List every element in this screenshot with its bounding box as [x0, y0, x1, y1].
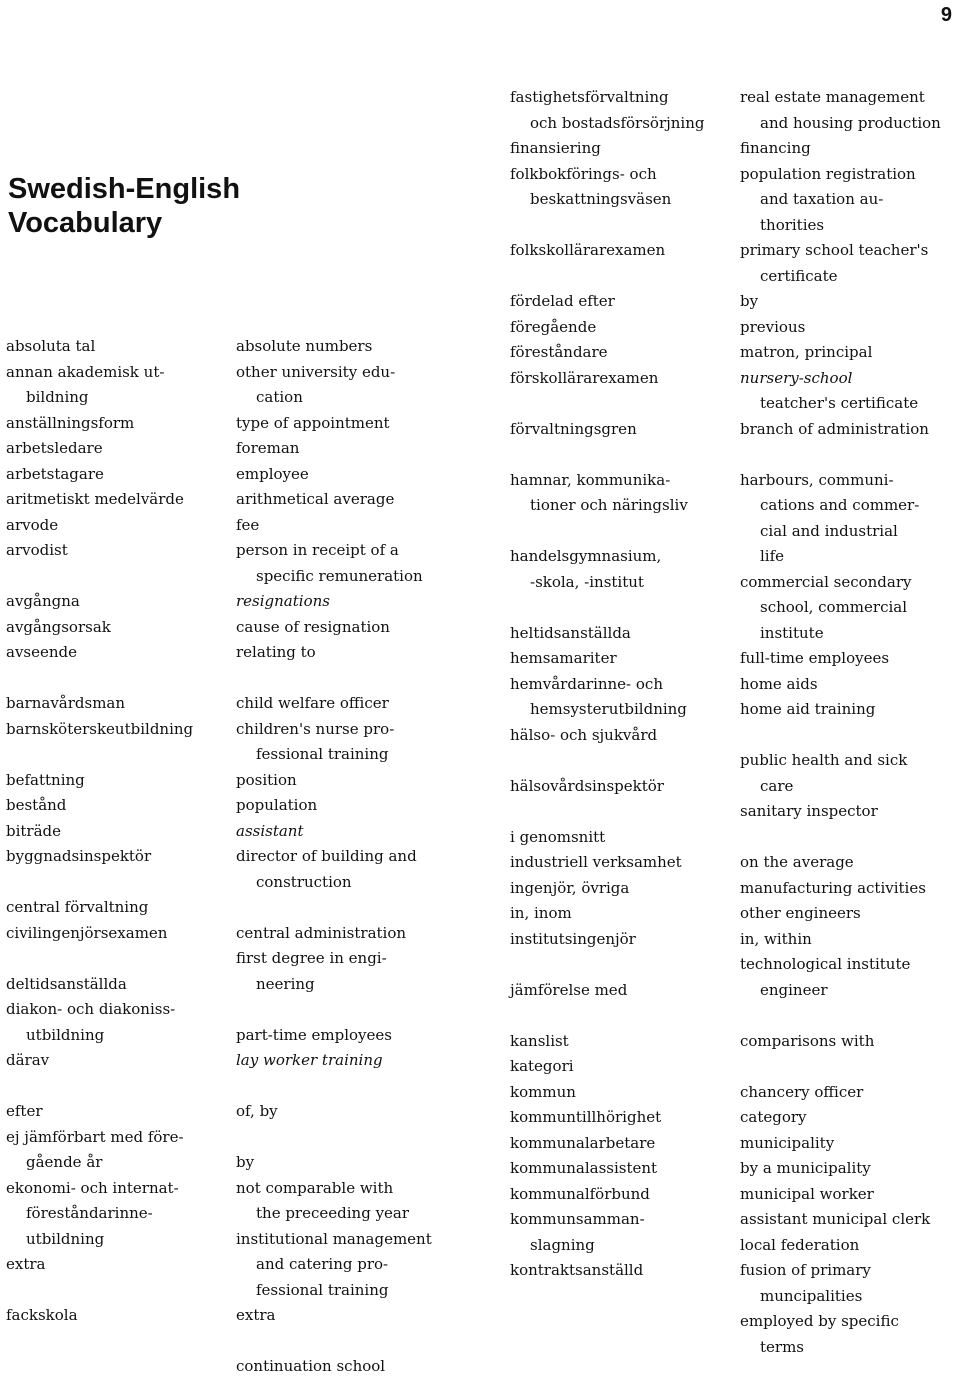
vocab-term: i genomsnitt: [510, 827, 606, 846]
swedish-terms-column-left: [6, 334, 193, 1329]
vocab-entry: [236, 615, 432, 641]
vocab-term: relating to: [236, 643, 316, 661]
vocab-entry: [740, 238, 941, 289]
vocab-term-continuation: and taxation au-: [760, 190, 884, 208]
vocab-entry: [6, 615, 193, 641]
vocab-entry: [740, 1029, 941, 1055]
vocab-term-continuation: school, commercial: [760, 598, 908, 616]
vocab-term: ingenjör, övriga: [510, 878, 630, 897]
vocab-term: public health and sick: [740, 751, 908, 769]
page-title: [8, 172, 308, 240]
vocab-entry: [740, 570, 941, 647]
vocab-entry: [740, 340, 941, 366]
vocab-entry: [236, 844, 432, 895]
vocab-term: branch of administration: [740, 419, 929, 438]
vocab-term-continuation: hemsysterutbildning: [530, 700, 687, 718]
vocab-term: därav: [6, 1051, 50, 1069]
vocab-entry: [740, 366, 941, 417]
vocab-term-continuation: construction: [256, 872, 352, 891]
vocab-entry: [510, 1182, 705, 1208]
vocab-term: deltidsanställda: [6, 974, 127, 993]
vocab-term: sanitary inspector: [740, 802, 878, 820]
vocab-term-continuation: tioner och näringsliv: [530, 496, 688, 514]
vocab-term: jämförelse med: [510, 980, 628, 999]
vocab-term-continuation: slagning: [530, 1235, 595, 1254]
vocab-entry: [6, 793, 193, 819]
vocab-entry: [236, 360, 432, 411]
vocab-term: assistant municipal clerk: [740, 1210, 931, 1228]
vocab-entry: [6, 462, 193, 488]
vocab-term: category: [740, 1108, 807, 1126]
vocab-entry: [236, 1023, 432, 1049]
vocab-entry: [236, 334, 432, 360]
vocab-term: resignations: [236, 592, 330, 610]
vocab-entry: [510, 1156, 705, 1182]
vocab-entry: [236, 819, 432, 845]
vocab-entry: [510, 825, 705, 851]
vocab-term: arvode: [6, 515, 59, 534]
vocab-entry: [236, 538, 432, 589]
vocab-term: barnavårdsman: [6, 694, 126, 712]
vocab-entry: [740, 850, 941, 876]
vocab-term: förvaltningsgren: [510, 419, 637, 438]
vocab-term: kontraktsanställd: [510, 1261, 644, 1279]
vocab-entry: [740, 1258, 941, 1309]
vocab-term: kommunsamman-: [510, 1210, 645, 1228]
vocab-term: in, within: [740, 929, 812, 948]
vocab-entry: [6, 1099, 193, 1125]
vocab-entry: [740, 417, 941, 443]
vocab-entry: [740, 315, 941, 341]
vocab-term: kommunalförbund: [510, 1184, 650, 1203]
vocab-term-continuation: neering: [256, 974, 315, 993]
vocab-entry: [236, 487, 432, 513]
vocab-term: home aid training: [740, 700, 876, 718]
vocab-term: foreman: [236, 439, 300, 457]
vocab-entry: [510, 315, 705, 341]
vocab-entry: [6, 513, 193, 539]
vocab-entry: [740, 1080, 941, 1106]
vocab-term-continuation: terms: [760, 1337, 804, 1356]
vocab-term: aritmetiskt medelvärde: [6, 490, 184, 508]
vocab-term: central förvaltning: [6, 898, 149, 916]
vocab-term: not comparable with: [236, 1178, 394, 1197]
vocab-term-continuation: utbildning: [26, 1229, 105, 1248]
vocab-term-continuation: care: [760, 776, 794, 795]
vocab-entry: [6, 1303, 193, 1329]
vocab-term: handelsgymnasium,: [510, 547, 662, 565]
vocab-term: efter: [6, 1102, 43, 1120]
vocab-term: industriell verksamhet: [510, 853, 682, 871]
vocab-term: manufacturing activities: [740, 878, 926, 897]
vocab-entry: [740, 1182, 941, 1208]
vocab-term: other engineers: [740, 904, 861, 922]
vocab-entry: [236, 691, 432, 717]
vocab-entry: [236, 411, 432, 437]
vocab-entry: [236, 589, 432, 615]
vocab-entry: [740, 927, 941, 953]
vocab-entry: [6, 921, 193, 947]
vocab-entry: [740, 1233, 941, 1259]
vocab-entry: [740, 85, 941, 136]
swedish-terms-column-right: [510, 85, 705, 1284]
vocab-entry: [236, 1227, 432, 1304]
vocab-term: financing: [740, 139, 811, 157]
vocab-entry: [6, 1125, 193, 1176]
vocab-entry: [740, 672, 941, 698]
vocab-entry: [740, 748, 941, 799]
vocab-term: full-time employees: [740, 649, 890, 667]
vocab-entry: [510, 417, 705, 443]
vocab-term: kanslist: [510, 1031, 569, 1050]
vocab-term: avgångna: [6, 592, 80, 610]
english-terms-column-left: [236, 334, 432, 1380]
vocab-term: hemsamariter: [510, 649, 617, 667]
vocab-term: folkbokförings- och: [510, 164, 657, 183]
vocab-term: byggnadsinspektör: [6, 847, 152, 865]
vocab-entry: [236, 640, 432, 666]
vocab-term: befattning: [6, 770, 85, 789]
vocab-entry: [510, 850, 705, 876]
vocab-term: cause of resignation: [236, 617, 390, 636]
vocab-entry: [510, 468, 705, 519]
vocab-term: föreståndare: [510, 343, 608, 361]
vocab-term-continuation: cation: [256, 388, 303, 406]
title-line-2: Vocabulary: [8, 207, 163, 239]
vocab-entry: [236, 436, 432, 462]
vocab-term: ekonomi- och internat-: [6, 1178, 179, 1197]
vocab-term: arbetsledare: [6, 439, 103, 457]
vocab-term-continuation: beskattningsväsen: [530, 190, 672, 208]
vocab-term-continuation: cial and industrial: [760, 521, 898, 540]
vocab-term: by: [236, 1153, 255, 1171]
vocab-entry: [6, 768, 193, 794]
vocab-entry: [510, 723, 705, 749]
vocab-entry: [510, 1207, 705, 1258]
vocab-entry: [6, 436, 193, 462]
vocab-term: municipal worker: [740, 1184, 874, 1203]
vocab-entry: [740, 1156, 941, 1182]
vocab-term-continuation: fessional training: [256, 1280, 389, 1299]
vocab-term: bestånd: [6, 796, 67, 814]
vocab-entry: [236, 946, 432, 997]
vocab-term-continuation: engineer: [760, 980, 828, 999]
vocab-term: institutsingenjör: [510, 929, 636, 948]
vocab-term: hälsovårdsinspektör: [510, 776, 664, 795]
vocab-entry: [6, 717, 193, 743]
vocab-term-continuation: föreståndarinne-: [26, 1204, 153, 1222]
vocab-entry: [510, 366, 705, 392]
vocab-term: hamnar, kommunika-: [510, 470, 671, 489]
vocab-entry: [510, 1080, 705, 1106]
vocab-entry: [6, 360, 193, 411]
vocab-term: ej jämförbart med före-: [6, 1127, 184, 1146]
vocab-entry: [740, 136, 941, 162]
vocab-term: other university edu-: [236, 362, 396, 381]
english-terms-column-right: [740, 85, 941, 1360]
vocab-term: heltidsanställda: [510, 623, 631, 642]
vocab-entry: [236, 1176, 432, 1227]
vocab-term: extra: [6, 1255, 46, 1273]
vocab-entry: [6, 334, 193, 360]
vocab-entry: [6, 411, 193, 437]
vocab-entry: [740, 1131, 941, 1157]
vocab-entry: [6, 997, 193, 1048]
vocab-term: comparisons with: [740, 1031, 875, 1050]
vocab-entry: [510, 340, 705, 366]
vocab-term-continuation: fessional training: [256, 745, 389, 763]
vocab-term: central administration: [236, 923, 407, 942]
vocab-term: finansiering: [510, 139, 601, 157]
vocab-entry: [510, 85, 705, 136]
vocab-term: kategori: [510, 1057, 574, 1075]
vocab-term: local federation: [740, 1235, 860, 1254]
vocab-entry: [510, 927, 705, 953]
vocab-term: of, by: [236, 1102, 278, 1120]
vocab-entry: [510, 978, 705, 1004]
vocab-entry: [510, 238, 705, 264]
vocab-entry: [236, 513, 432, 539]
vocab-entry: [740, 468, 941, 570]
vocab-entry: [510, 672, 705, 723]
vocab-term: kommun: [510, 1082, 576, 1101]
vocab-entry: [510, 901, 705, 927]
vocab-term: on the average: [740, 853, 854, 871]
vocab-term-continuation: muncipalities: [760, 1286, 863, 1305]
vocab-entry: [510, 162, 705, 213]
vocab-entry: [740, 697, 941, 723]
vocab-term-continuation: life: [760, 547, 785, 565]
vocab-term: by a municipality: [740, 1159, 871, 1177]
vocab-term: avseende: [6, 643, 78, 661]
vocab-term: employed by specific: [740, 1312, 899, 1330]
vocab-term: kommuntillhörighet: [510, 1108, 662, 1126]
vocab-entry: [236, 768, 432, 794]
vocab-entry: [510, 1029, 705, 1055]
vocab-entry: [740, 952, 941, 1003]
vocab-term: in, inom: [510, 904, 572, 922]
vocab-term: folkskollärarexamen: [510, 241, 666, 259]
vocab-entry: [510, 621, 705, 647]
vocab-term: commercial secondary: [740, 572, 912, 591]
vocab-entry: [6, 1176, 193, 1253]
vocab-term: fusion of primary: [740, 1261, 871, 1279]
vocab-term: institutional management: [236, 1229, 432, 1248]
vocab-term: type of appointment: [236, 413, 390, 432]
vocab-entry: [510, 1105, 705, 1131]
vocab-term: hälso- och sjukvård: [510, 725, 658, 744]
vocab-entry: [236, 1303, 432, 1329]
vocab-term: arithmetical average: [236, 490, 395, 508]
vocab-entry: [236, 717, 432, 768]
vocab-entry: [6, 487, 193, 513]
vocab-term: home aids: [740, 674, 818, 693]
vocab-entry: [740, 1309, 941, 1360]
vocab-entry: [236, 1099, 432, 1125]
vocab-term: lay worker training: [236, 1051, 383, 1069]
page-number: 9: [940, 4, 952, 26]
vocab-entry: [236, 462, 432, 488]
vocab-entry: [510, 646, 705, 672]
vocab-term: extra: [236, 1306, 276, 1324]
vocab-term: children's nurse pro-: [236, 719, 395, 738]
title-line-1: Swedish-English: [8, 173, 241, 205]
vocab-term-continuation: gående år: [26, 1153, 103, 1171]
vocab-entry: [6, 589, 193, 615]
vocab-entry: [236, 1150, 432, 1176]
vocab-term-continuation: teatcher's certificate: [760, 394, 919, 412]
vocab-term: fastighetsförvaltning: [510, 88, 669, 106]
vocab-term: föregående: [510, 317, 597, 336]
vocab-term: kommunalarbetare: [510, 1133, 656, 1152]
vocab-term-continuation: specific remuneration: [256, 566, 423, 585]
vocab-entry: [740, 1207, 941, 1233]
vocab-term-continuation: utbildning: [26, 1025, 105, 1044]
vocab-entry: [6, 691, 193, 717]
vocab-term: biträde: [6, 821, 62, 840]
vocab-term: anställningsform: [6, 413, 135, 432]
vocab-term: municipality: [740, 1133, 835, 1152]
vocab-term: previous: [740, 317, 806, 336]
vocab-term-continuation: bildning: [26, 388, 89, 406]
vocab-term: first degree in engi-: [236, 949, 387, 967]
vocab-term: employee: [236, 464, 309, 483]
vocab-term: annan akademisk ut-: [6, 362, 165, 381]
vocab-entry: [510, 136, 705, 162]
vocab-term: population: [236, 796, 318, 814]
vocab-entry: [740, 289, 941, 315]
vocab-entry: [6, 844, 193, 870]
vocab-entry: [6, 972, 193, 998]
vocab-entry: [510, 289, 705, 315]
vocab-entry: [740, 1105, 941, 1131]
vocab-term: part-time employees: [236, 1025, 392, 1044]
vocab-term: child welfare officer: [236, 694, 389, 712]
vocab-term: harbours, communi-: [740, 470, 894, 489]
vocab-term: primary school teacher's: [740, 241, 929, 259]
vocab-entry: [510, 1054, 705, 1080]
vocab-term-continuation: and housing production: [760, 113, 941, 132]
vocab-term: absoluta tal: [6, 337, 96, 355]
vocab-term-continuation: och bostadsförsörjning: [530, 113, 705, 132]
vocab-term: assistant: [236, 821, 304, 840]
vocab-entry: [740, 646, 941, 672]
vocab-term: arbetstagare: [6, 464, 104, 483]
vocab-entry: [6, 895, 193, 921]
vocab-term: real estate management: [740, 88, 925, 106]
vocab-term: civilingenjörsexamen: [6, 923, 168, 942]
vocab-entry: [6, 1252, 193, 1278]
vocab-term: arvodist: [6, 541, 68, 559]
vocab-entry: [6, 640, 193, 666]
vocab-entry: [510, 876, 705, 902]
vocab-term: position: [236, 770, 297, 789]
vocab-term: fackskola: [6, 1306, 78, 1324]
vocab-term-continuation: institute: [760, 623, 824, 642]
vocab-entry: [510, 544, 705, 595]
vocab-entry: [6, 819, 193, 845]
vocab-entry: [510, 774, 705, 800]
vocab-term: fördelad efter: [510, 292, 615, 310]
vocab-entry: [236, 1048, 432, 1074]
vocab-term-continuation: cations and commer-: [760, 496, 920, 514]
vocab-entry: [236, 921, 432, 947]
vocab-term: chancery officer: [740, 1082, 864, 1101]
vocab-term: barnsköterskeutbildning: [6, 719, 194, 738]
vocab-entry: [6, 538, 193, 564]
vocab-term-continuation: certificate: [760, 266, 838, 285]
vocab-entry: [510, 1258, 705, 1284]
vocab-entry: [236, 1354, 432, 1380]
vocab-entry: [740, 901, 941, 927]
vocab-term: kommunalassistent: [510, 1159, 658, 1177]
vocab-term: director of building and: [236, 847, 417, 865]
vocab-term: by: [740, 292, 759, 310]
vocab-entry: [740, 799, 941, 825]
vocab-term: technological institute: [740, 955, 911, 973]
vocab-entry: [236, 793, 432, 819]
vocab-term: nursery-school: [740, 368, 853, 387]
vocab-term-continuation: the preceeding year: [256, 1204, 410, 1222]
vocab-entry: [6, 1048, 193, 1074]
vocab-term-continuation: and catering pro-: [256, 1255, 389, 1273]
vocab-term: fee: [236, 515, 260, 534]
vocab-term: avgångsorsak: [6, 617, 111, 636]
vocab-term: person in receipt of a: [236, 541, 399, 559]
vocab-term: hemvårdarinne- och: [510, 674, 663, 693]
vocab-term: absolute numbers: [236, 337, 373, 355]
vocab-entry: [740, 876, 941, 902]
vocab-term: population registration: [740, 164, 916, 183]
vocab-term: diakon- och diakoniss-: [6, 1000, 176, 1018]
vocab-term-continuation: -skola, -institut: [530, 572, 644, 591]
vocab-term: continuation school: [236, 1357, 386, 1375]
vocab-entry: [510, 1131, 705, 1157]
vocab-term-continuation: thorities: [760, 215, 825, 234]
vocab-term: matron, principal: [740, 343, 873, 361]
vocab-term: förskollärarexamen: [510, 368, 659, 387]
vocab-entry: [740, 162, 941, 239]
